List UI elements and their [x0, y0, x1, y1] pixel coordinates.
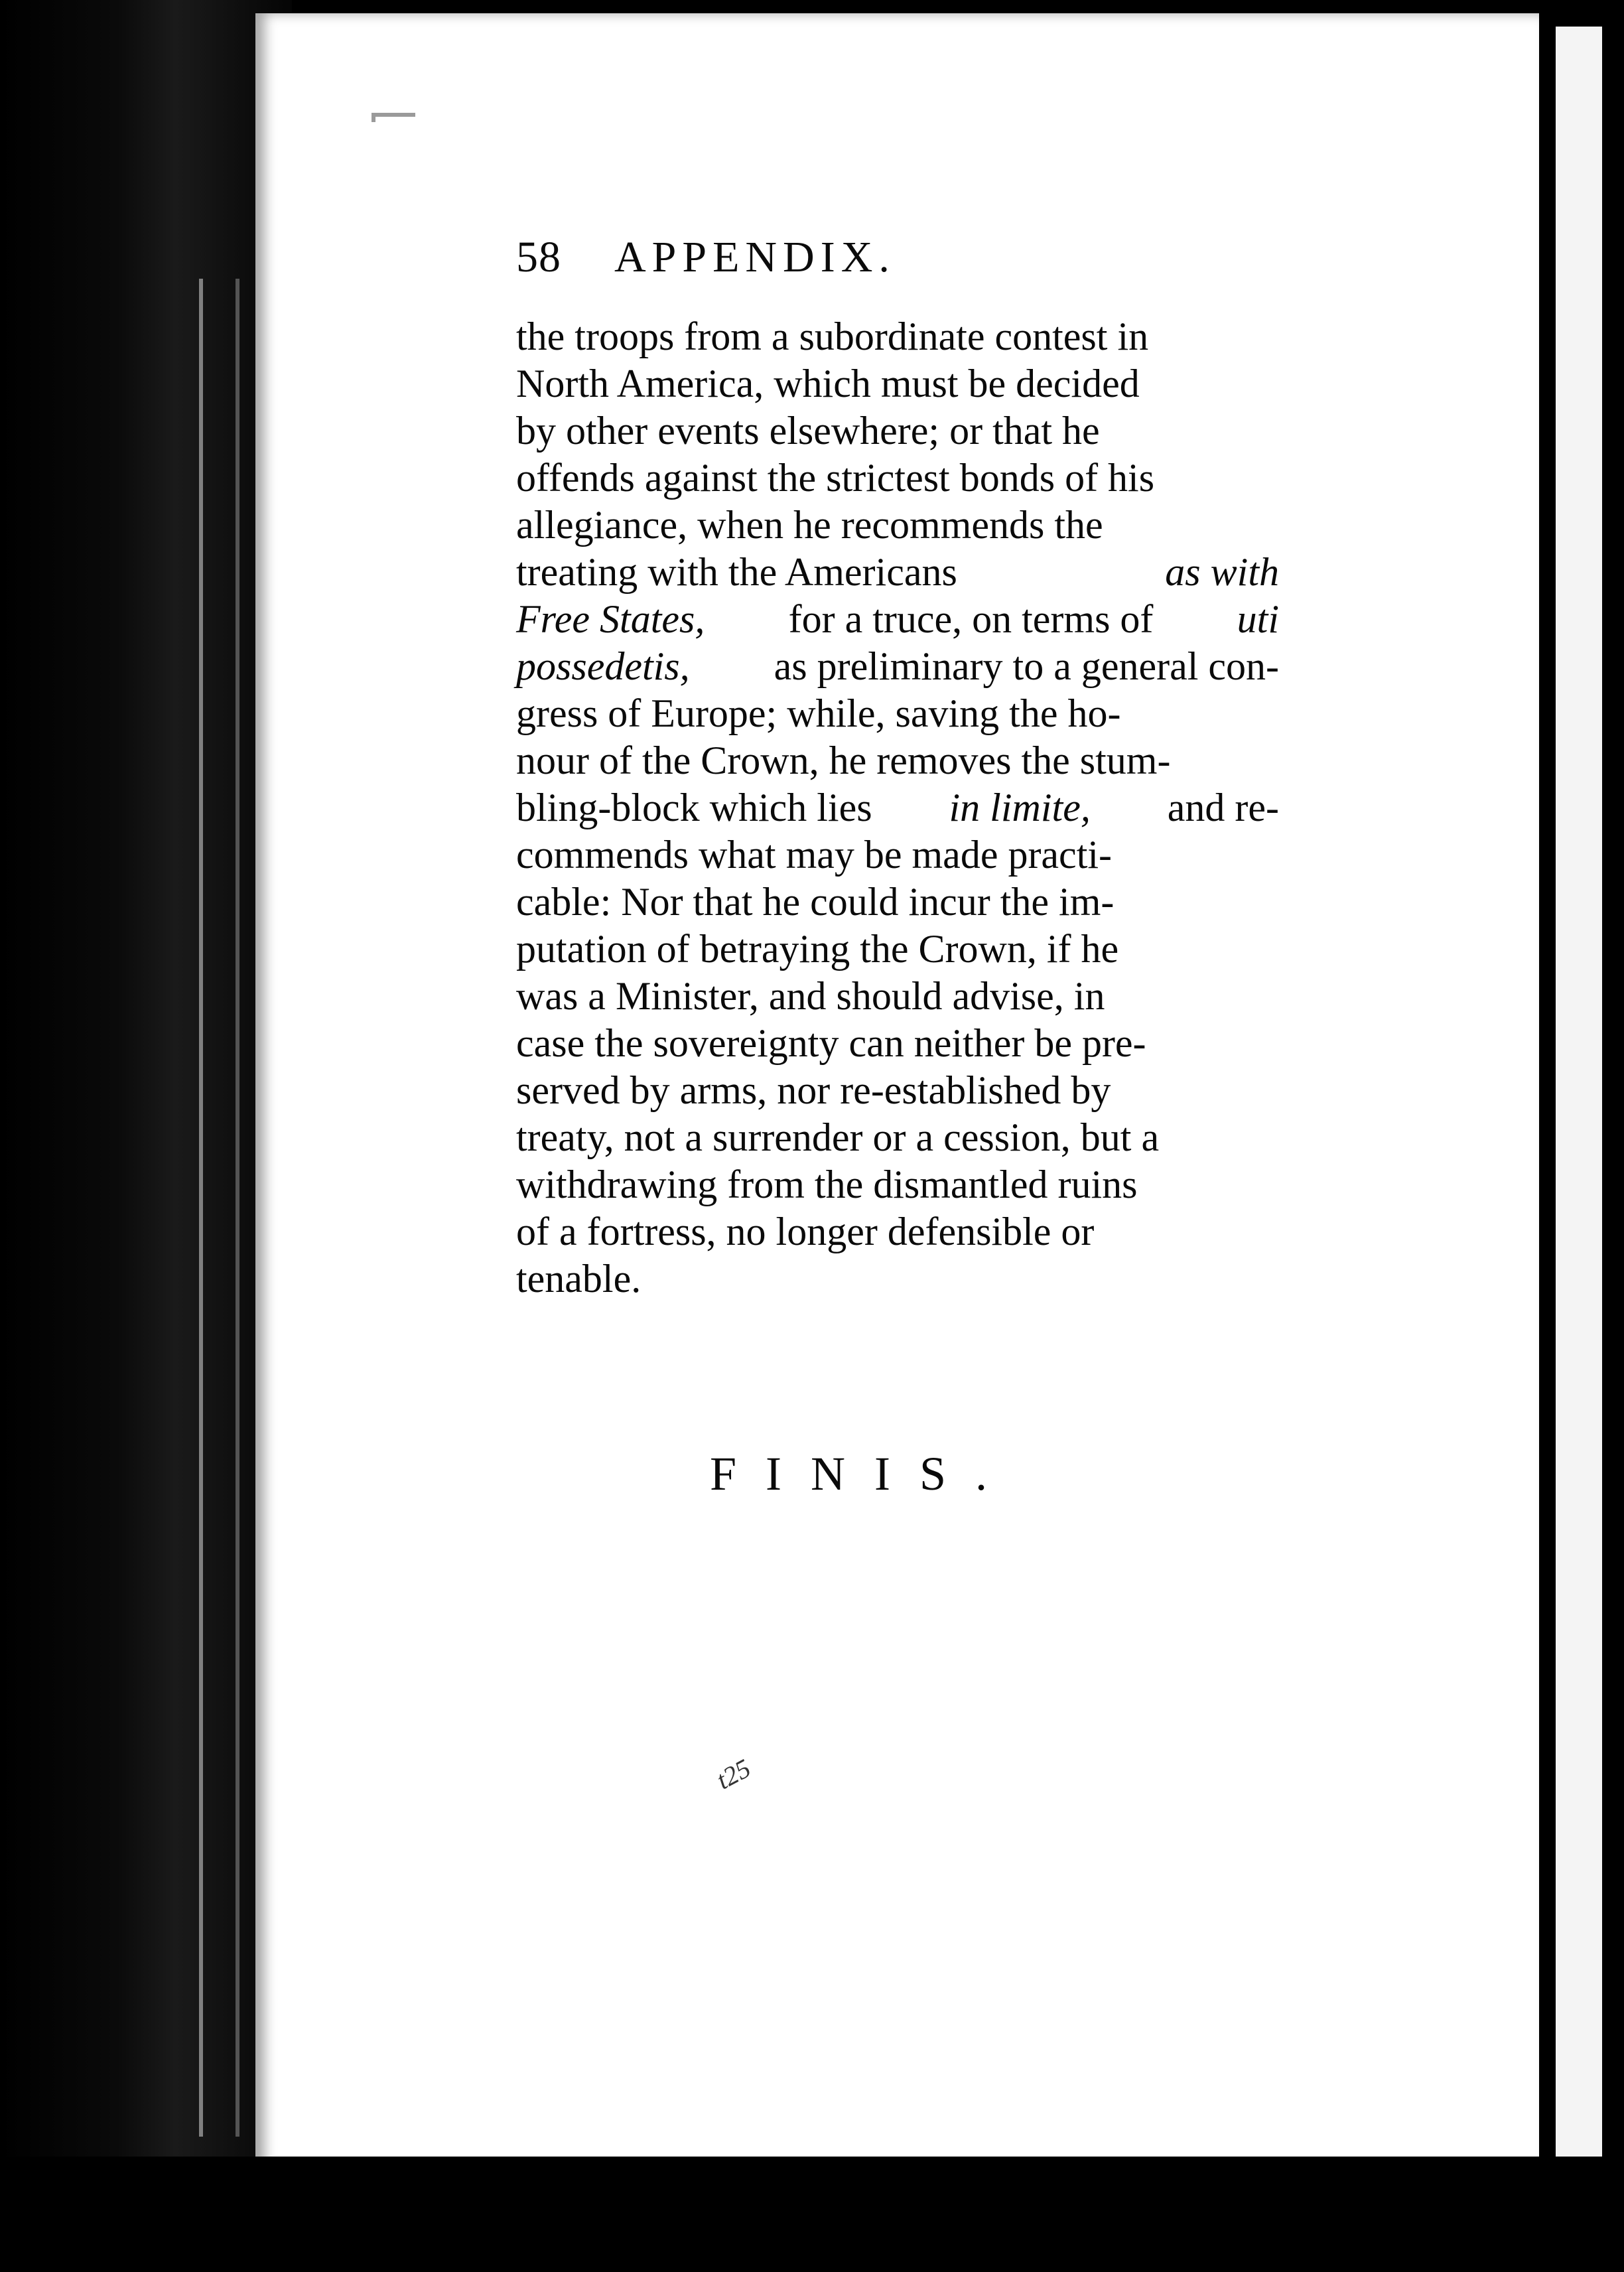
text-line: was a Minister, and should advise, in — [516, 974, 1105, 1018]
bottom-page-edge — [0, 2157, 1624, 2272]
corner-crop-mark — [372, 113, 415, 122]
text-line: offends against the strictest bonds of his — [516, 456, 1155, 500]
finis-heading: FINIS. — [710, 1447, 1017, 1500]
text-line: bling-block which lies in limite, and re- — [516, 786, 1279, 829]
binding-streak — [236, 279, 239, 2137]
page-number: 58 — [516, 233, 561, 281]
text-line: North America, which must be decided — [516, 362, 1140, 405]
text-line: gress of Europe; while, saving the ho- — [516, 691, 1121, 735]
text-line: cable: Nor that he could incur the im- — [516, 880, 1115, 924]
text-line: the troops from a subordinate contest in — [516, 315, 1149, 358]
text-line: treaty, not a surrender or a cession, but a — [516, 1115, 1160, 1159]
text-line: treating with the Americans as with — [516, 550, 1279, 594]
text-line: allegiance, when he recommends the — [516, 503, 1103, 547]
text-line: Free States, for a truce, on terms of uti — [516, 597, 1279, 641]
page-title: APPENDIX. — [614, 233, 896, 281]
text-line: served by arms, nor re-established by — [516, 1068, 1111, 1112]
text-line: putation of betraying the Crown, if he — [516, 927, 1119, 971]
text-line: by other events elsewhere; or that he — [516, 409, 1100, 453]
handwritten-mark: t25 — [711, 1752, 756, 1796]
page-text — [516, 232, 1279, 1303]
text-line: nour of the Crown, he removes the stum- — [516, 739, 1171, 782]
binding-streak — [199, 279, 203, 2137]
text-line: of a fortress, no longer defensible or — [516, 1210, 1095, 1253]
next-page-sliver — [1556, 27, 1602, 2216]
text-line: commends what may be made practi- — [516, 833, 1113, 877]
body-text — [516, 313, 1279, 1303]
running-head — [516, 232, 1279, 305]
text-line: possedetis, as preliminary to a general con- — [516, 644, 1279, 688]
book-binding — [0, 0, 292, 2272]
text-line: tenable. — [516, 1257, 642, 1301]
text-line: withdrawing from the dismantled ruins — [516, 1163, 1138, 1206]
text-line: case the sovereignty can neither be pre- — [516, 1021, 1146, 1065]
